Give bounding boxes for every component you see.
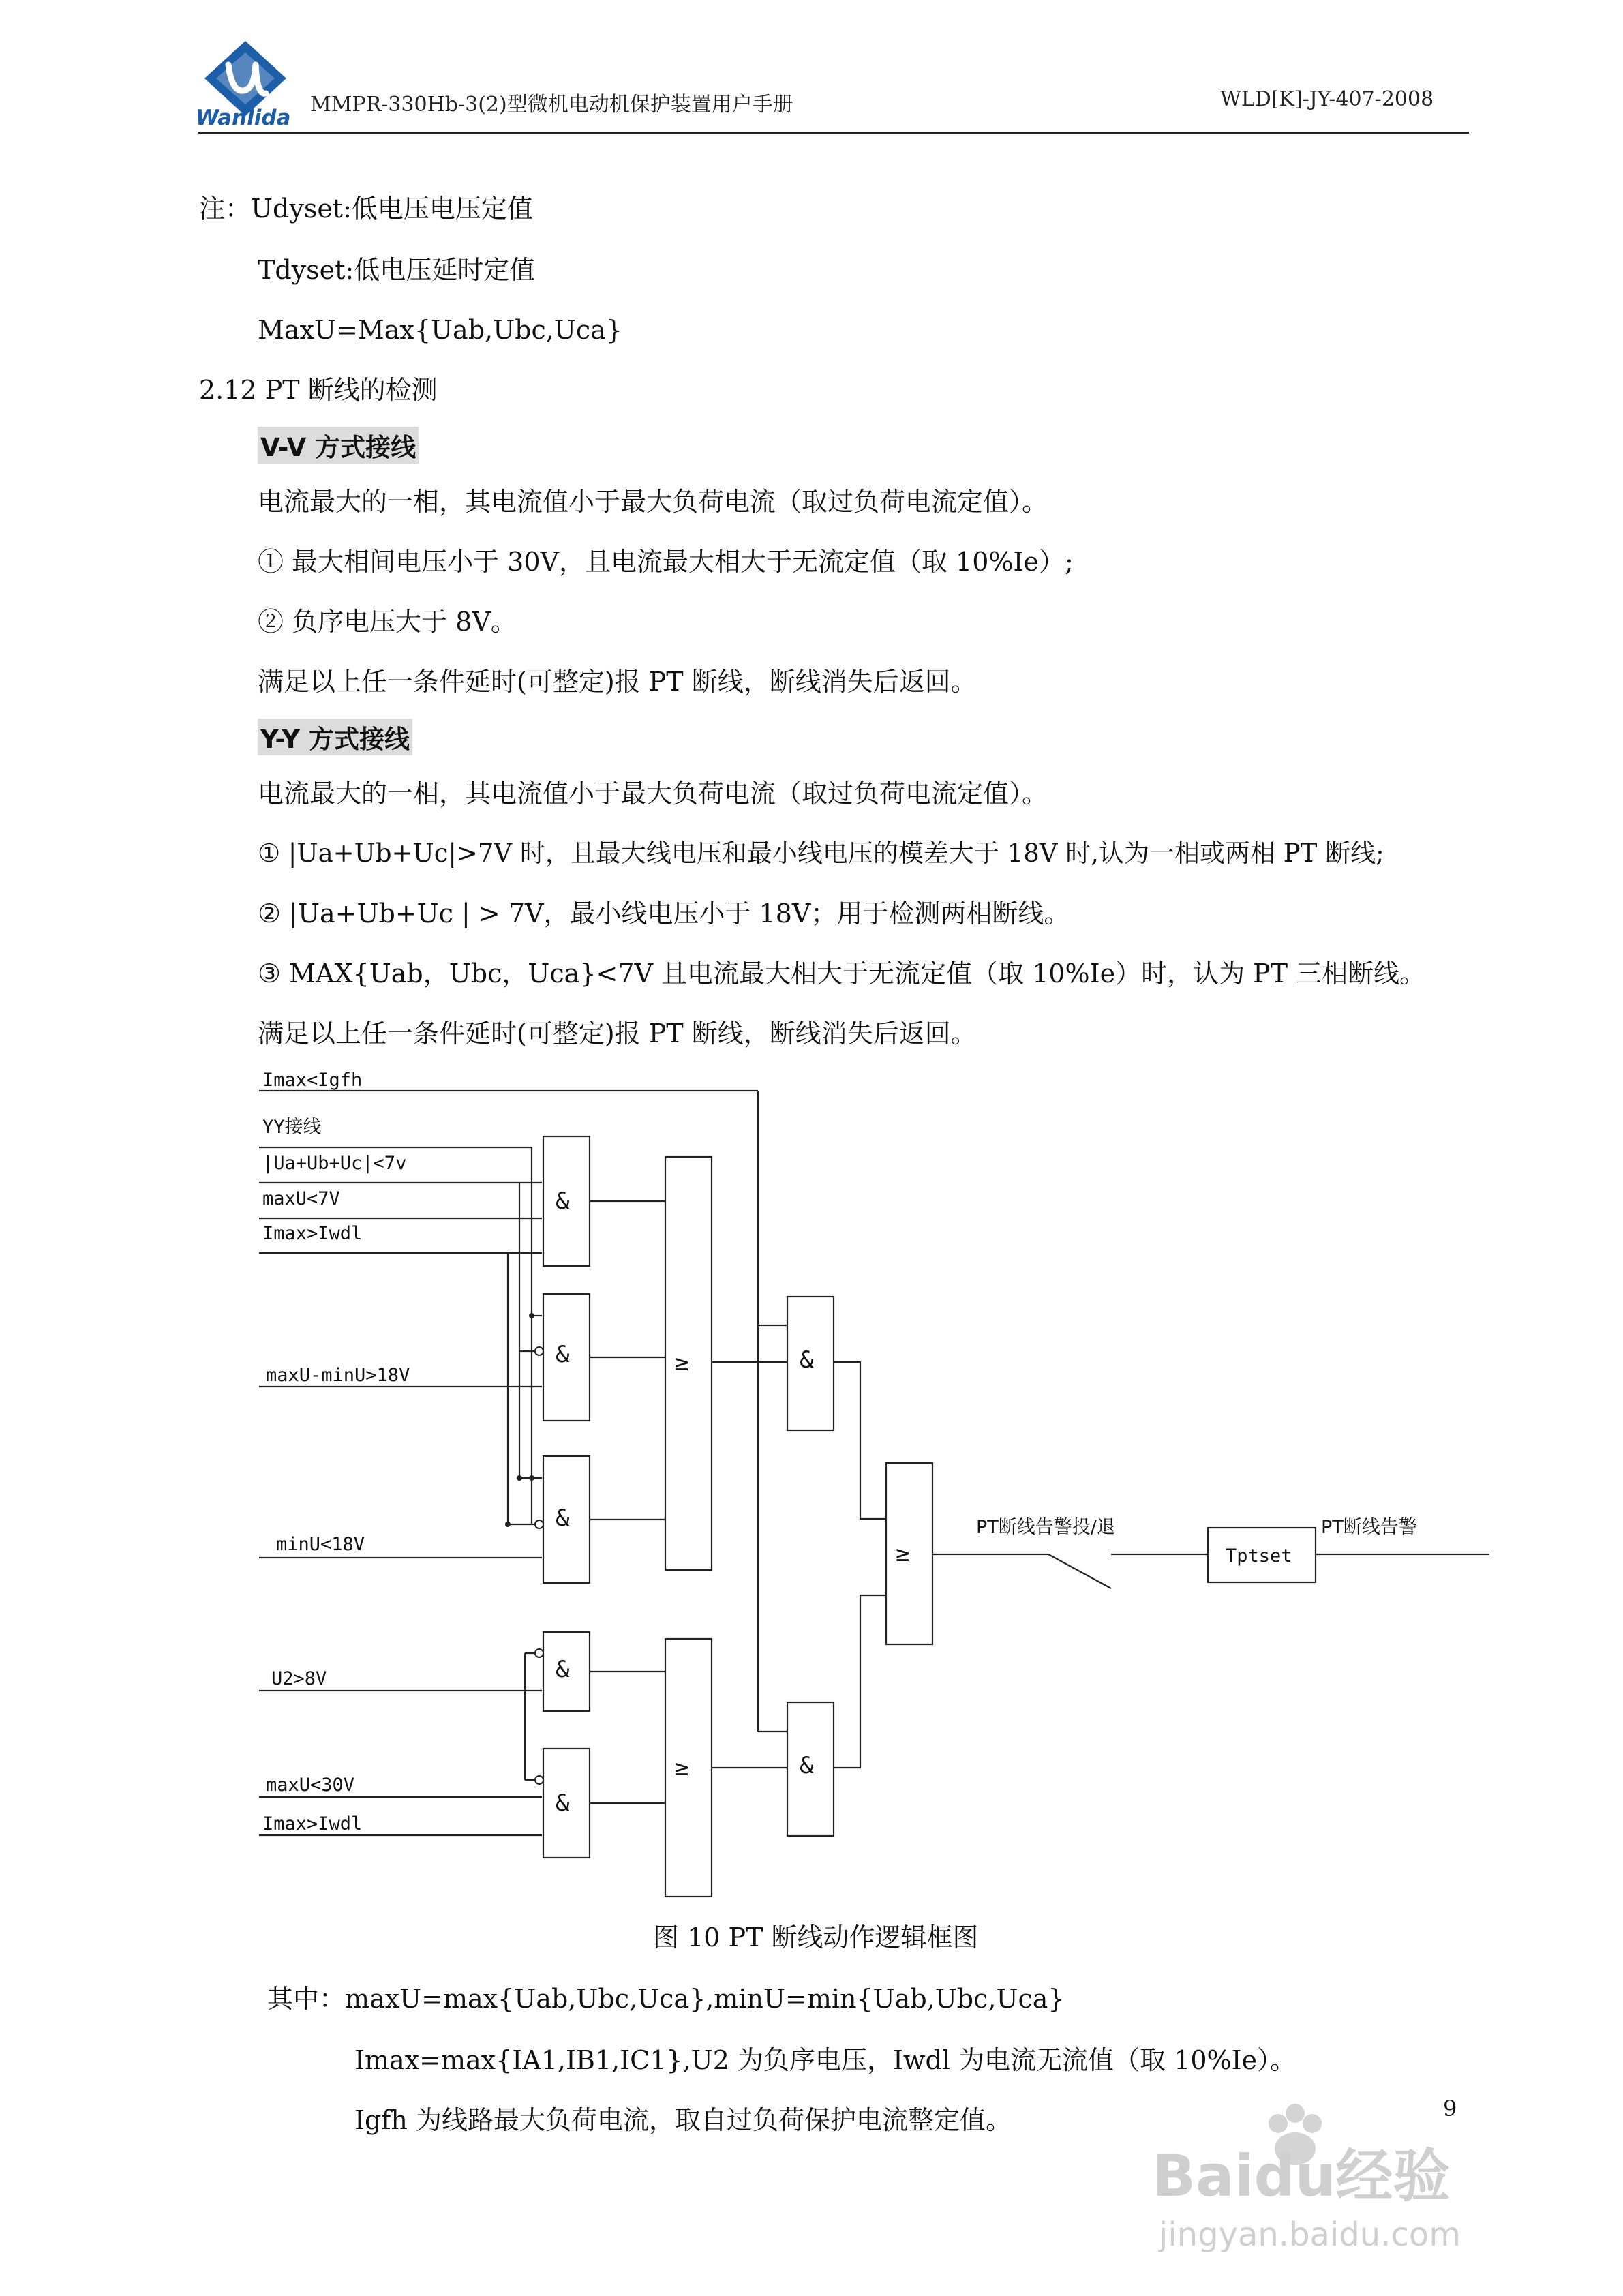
label-maxu-minu: maxU-minU>18V <box>266 1365 410 1386</box>
footnote-line-2: Imax=max{IA1,IB1,IC1},U2 为负序电压，Iwdl 为电流无流值（取 10%Ie）。 <box>354 2045 1296 2075</box>
yy-paragraph-1: 电流最大的一相，其电流值小于最大负荷电流（取过负荷电流定值）。 <box>258 779 1048 809</box>
junction <box>529 1475 534 1481</box>
and-gate-6-symbol: & <box>800 1346 814 1374</box>
label-yy: YY接线 <box>262 1117 322 1138</box>
yy-condition-3: ③ MAX{Uab，Ubc，Uca}<7V 且电流最大相大于无流定值（取 10%Ie）时，认为 PT 三相断线。 <box>258 958 1426 988</box>
inversion-bubble <box>535 1520 543 1528</box>
footnote-line-3: Igfh 为线路最大负荷电流，取自过负荷保护电流整定值。 <box>354 2105 1012 2135</box>
and-gate-2-symbol: & <box>556 1341 570 1368</box>
vv-paragraph-2: 满足以上任一条件延时(可整定)报 PT 断线，断线消失后返回。 <box>258 667 977 697</box>
junction <box>529 1313 534 1318</box>
or-gate-final-symbol: ≥ <box>896 1540 910 1567</box>
junction <box>517 1475 522 1481</box>
vv-condition-1: ① 最大相间电压小于 30V，且电流最大相大于无流定值（取 10%Ie）; <box>258 547 1074 577</box>
doc-title: MMPR-330Hb-3(2)型微机电动机保护装置用户手册 <box>310 93 793 117</box>
label-ua-sum: |Ua+Ub+Uc|<7v <box>262 1153 407 1174</box>
label-switch: PT断线告警投/退 <box>976 1517 1115 1538</box>
switch-blade <box>1048 1554 1111 1588</box>
label-timer: Tptset <box>1226 1545 1292 1567</box>
or-gate-1-symbol: ≥ <box>675 1349 689 1376</box>
vv-condition-2: ② 负序电压大于 8V。 <box>258 607 517 637</box>
vv-paragraph-1: 电流最大的一相，其电流值小于最大负荷电流（取过负荷电流定值）。 <box>258 487 1048 517</box>
logo-text: Wanlida <box>196 106 291 130</box>
label-imax-iwdl-1: Imax>Iwdl <box>262 1223 363 1244</box>
watermark-url: jingyan.baidu.com <box>1159 2216 1461 2254</box>
vv-heading: V-V 方式接线 <box>258 427 419 464</box>
note-line-1: 注：Udyset:低电压电压定值 <box>199 194 533 224</box>
and-gate-7-symbol: & <box>800 1752 814 1779</box>
wire <box>834 1362 886 1519</box>
junction <box>505 1522 511 1527</box>
inversion-bubble <box>535 1347 543 1355</box>
figure-caption: 图 10 PT 断线动作逻辑框图 <box>653 1922 979 1952</box>
label-minu-18: minU<18V <box>276 1534 365 1555</box>
footnote-line-1: 其中：maxU=max{Uab,Ubc,Uca},minU=min{Uab,Ubc,Uca} <box>267 1984 1065 2014</box>
and-gate-3-symbol: & <box>556 1505 570 1532</box>
inversion-bubble <box>535 1776 543 1784</box>
page-number: 9 <box>1443 2096 1457 2121</box>
label-imax-igfh: Imax<Igfh <box>262 1070 363 1091</box>
yy-condition-2: ② |Ua+Ub+Uc | > 7V，最小线电压小于 18V；用于检测两相断线。 <box>258 898 1070 928</box>
yy-heading: Y-Y 方式接线 <box>258 719 412 755</box>
note-line-3: MaxU=Max{Uab,Ubc,Uca} <box>258 315 622 345</box>
watermark <box>1152 2093 1534 2270</box>
and-gate-5-symbol: & <box>556 1789 570 1817</box>
label-imax-iwdl-2: Imax>Iwdl <box>262 1813 363 1834</box>
and-gate-4-symbol: & <box>556 1656 570 1683</box>
label-maxu-7: maxU<7V <box>262 1188 340 1209</box>
label-output: PT断线告警 <box>1321 1517 1417 1538</box>
or-gate-2-symbol: ≥ <box>675 1754 689 1781</box>
yy-paragraph-2: 满足以上任一条件延时(可整定)报 PT 断线，断线消失后返回。 <box>258 1018 977 1048</box>
and-gate-1-symbol: & <box>556 1188 570 1215</box>
note-line-2: Tdyset:低电压延时定值 <box>258 255 536 285</box>
label-maxu-30: maxU<30V <box>266 1774 355 1796</box>
doc-code: WLD[K]-JY-407-2008 <box>1220 87 1434 111</box>
label-u2-8: U2>8V <box>271 1668 327 1689</box>
yy-condition-1: ① |Ua+Ub+Uc|>7V 时，且最大线电压和最小线电压的模差大于 18V 时,认为一相或两相 PT 断线; <box>258 839 1384 868</box>
wire <box>834 1595 886 1768</box>
section-title: 2.12 PT 断线的检测 <box>199 375 438 405</box>
inversion-bubble <box>535 1649 543 1657</box>
watermark-brand: Baidu经验 <box>1152 2143 1451 2209</box>
